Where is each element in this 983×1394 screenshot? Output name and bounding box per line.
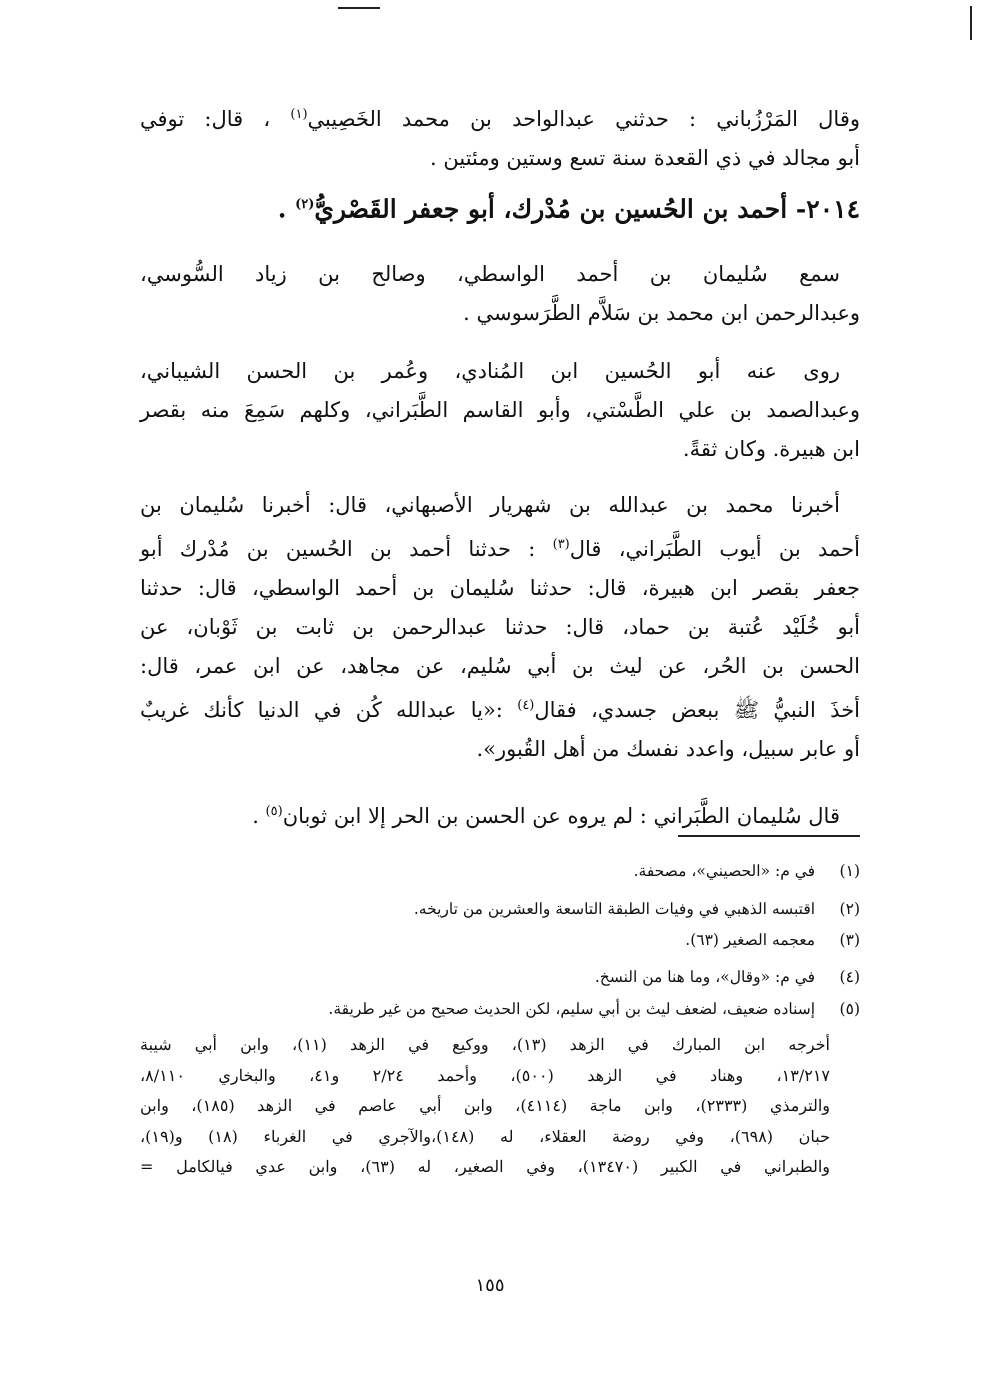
paragraph-1-line-2: أبو مجالد في ذي القعدة سنة تسع وستين ومئتين . — [430, 146, 860, 170]
footnote-2 — [138, 894, 860, 924]
footnote-5 — [138, 994, 860, 1024]
paragraph-2-line-2: وعبدالرحمن ابن محمد بن سَلاَّم الطَّرَسوسي . — [463, 301, 860, 325]
footnote-line: والطبراني في الكبير (١٣٤٧٠)، وفي الصغير، له (٦٣)، وابن عدي فيالكامل = — [140, 1157, 830, 1176]
footnote-number: (٤) — [839, 968, 860, 986]
footnote-ref-5: (٥) — [265, 804, 283, 819]
heading-end: . — [277, 194, 296, 224]
footnote-4 — [138, 962, 860, 992]
text-segment: أخذَ النبيُّ ﷺ ببعض جسدي، فقال — [534, 698, 861, 722]
footnote-line: أخرجه ابن المبارك في الزهد (١٣)، ووكيع في الزهد (١١)، وابن أبي شيبة — [140, 1035, 831, 1054]
top-rule — [338, 7, 380, 9]
footnote-number: (١) — [839, 862, 860, 880]
footnote-text: في م: «وقال»، وما هنا من النسخ. — [594, 968, 816, 986]
paragraph-4-line-2 — [140, 525, 860, 569]
footnote-ref-4: (٤) — [517, 698, 535, 713]
entry-heading — [200, 185, 860, 229]
entry-number: ٢٠١٤- — [795, 194, 860, 224]
footnote-ref-1: (١) — [290, 107, 308, 122]
footnote-line: حبان (٦٩٨)، وفي روضة العقلاء، له (١٤٨)،والآجري في الغرباء (١٨) و(١٩)، — [140, 1126, 830, 1146]
paragraph-3-line-1: روى عنه أبو الحُسين ابن المُنادي، وعُمر بن الحسن الشيباني، — [140, 359, 840, 383]
paragraph-2 — [140, 255, 860, 333]
paragraph-3 — [140, 352, 860, 469]
footnote-text: في م: «الحصيني»، مصحفة. — [633, 862, 816, 880]
paragraph-4-line-3: جعفر بقصر ابن هبيرة، قال: حدثنا سُليمان بن أحمد الواسطي، قال: حدثنا — [140, 576, 860, 600]
footnote-line: والترمذي (٢٣٣٣)، وابن ماجة (٤١١٤)، وابن أبي عاصم في الزهد (١٨٥)، وابن — [140, 1096, 831, 1115]
footnote-1 — [138, 856, 860, 886]
footnote-text: اقتبسه الذهبي في وفيات الطبقة التاسعة والعشرين من تاريخه. — [413, 900, 816, 918]
text-segment: أحمد بن أيوب الطَّبَراني، قال — [569, 537, 860, 561]
paragraph-3-line-2: وعبدالصمد بن علي الطَّسْتي، وأبو القاسم الطَّبَراني، وكلهم سَمِعَ منه بقصر — [140, 398, 860, 422]
page-number: ١٥٥ — [475, 1275, 505, 1296]
footnote-text: معجمه الصغير (٦٣). — [685, 931, 816, 949]
paragraph-5 — [140, 792, 860, 836]
paragraph-4-line-1: أخبرنا محمد بن عبدالله بن شهريار الأصبهاني، قال: أخبرنا سُليمان بن — [140, 493, 840, 517]
paragraph-1-line-1 — [140, 95, 860, 139]
paragraph-2-line-1: سمع سُليمان بن أحمد الواسطي، وصالح بن زياد السُّوسي، — [140, 262, 840, 286]
entry-title: أحمد بن الحُسين بن مُدْرك، أبو جعفر القَصْريُّ — [314, 194, 788, 224]
paragraph-4-line-6 — [140, 686, 860, 730]
edge-mark — [970, 6, 972, 40]
paragraph-1 — [140, 95, 860, 178]
paragraph-3-line-3: ابن هبيرة. وكان ثقةً. — [682, 437, 860, 461]
footnote-ref-2: (٢) — [295, 197, 315, 212]
text-segment: قال سُليمان الطَّبَراني : لم يروه عن الحسن بن الحر إلا ابن ثوبان — [282, 804, 840, 828]
footnote-text: إسناده ضعيف، لضعف ليث بن أبي سليم، لكن الحديث صحيح من غير طريقة. — [328, 1000, 816, 1018]
text-segment: :«يا عبدالله كُن في الدنيا كأنك غريبٌ — [140, 698, 518, 722]
paragraph-4-line-5: الحسن بن الحُر، عن ليث بن أبي سُليم، عن مجاهد، عن ابن عمر، قال: — [140, 654, 860, 678]
paragraph-4-line-4: أبو خُلَيْد عُتبة بن حماد، قال: حدثنا عبدالرحمن بن ثابت بن ثَوْبان، عن — [140, 615, 860, 639]
text-segment: وقال المَرْزُباني : حدثني عبدالواحد بن محمد الخَصِيبي — [307, 107, 861, 131]
footnote-3 — [138, 925, 860, 955]
footnote-number: (٣) — [839, 931, 860, 949]
paragraph-5-line-1 — [140, 792, 860, 836]
footnote-number: (٢) — [839, 900, 860, 918]
paragraph-4-line-7: أو عابر سبيل، واعدد نفسك من أهل القُبور». — [476, 737, 860, 761]
text-segment: : حدثنا أحمد بن الحُسين بن مُدْرك أبو — [140, 537, 553, 561]
paragraph-4 — [140, 486, 860, 769]
text-segment: ، قال: توفي — [140, 107, 291, 131]
footnote-5-continuation — [140, 1030, 830, 1183]
footnote-separator — [678, 835, 860, 837]
footnote-number: (٥) — [839, 1000, 860, 1018]
footnote-ref-3: (٣) — [552, 537, 570, 552]
text-segment: . — [252, 804, 266, 828]
footnote-line: ١٣/٢١٧، وهناد في الزهد (٥٠٠)، وأحمد ٢/٢٤ و٤١، والبخاري ٨/١١٠، — [140, 1065, 831, 1085]
